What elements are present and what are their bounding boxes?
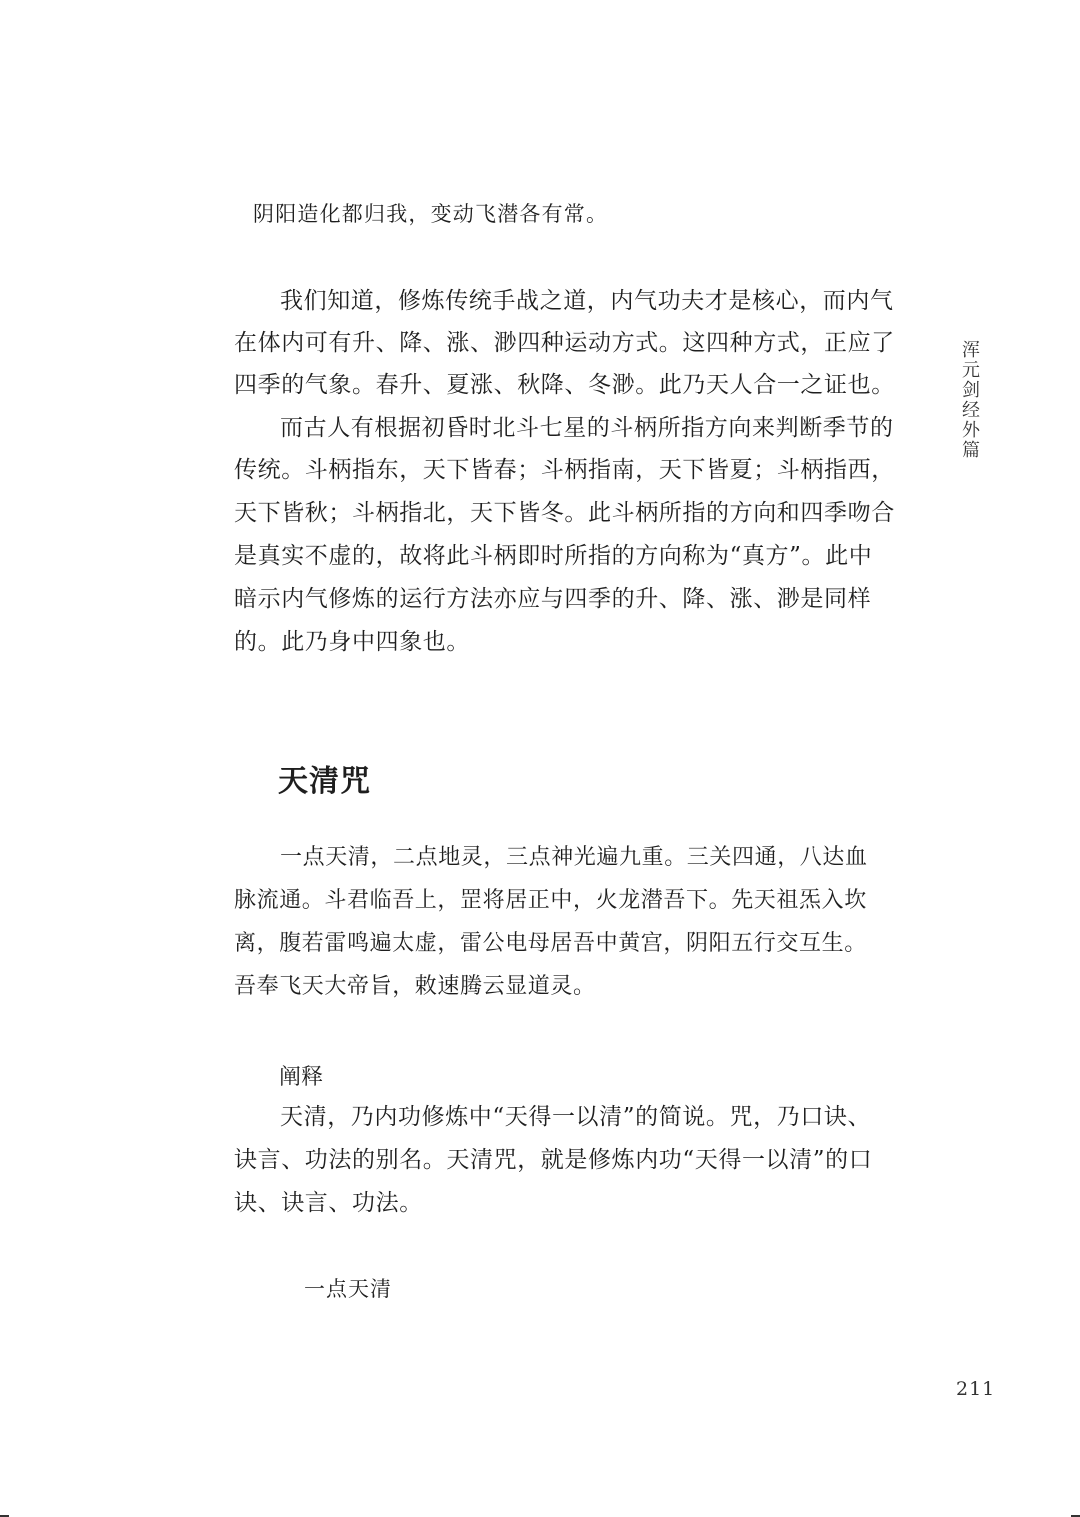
incantation-line-2: 脉流通。斗君临吾上，罡将居正中，火龙潜吾下。先天祖炁入坎 (234, 888, 867, 913)
paragraph-1-line-2: 在体内可有升、降、涨、渺四种运动方式。这四种方式，正应了 (234, 330, 895, 356)
paragraph-2-line-2: 传统。斗柄指东，天下皆春；斗柄指南，天下皆夏；斗柄指西， (234, 457, 895, 483)
incantation-line-1: 一点天清，二点地灵，三点神光遍九重。三关四通，八达血 (280, 845, 868, 870)
running-head-title: 浑元剑经外篇 (959, 340, 980, 460)
paragraph-2-line-6: 的。此乃身中四象也。 (234, 629, 470, 655)
page-number: 211 (956, 1378, 996, 1400)
explanation-line-1: 天清，乃内功修炼中“天得一以清”的简说。咒，乃口诀、 (280, 1104, 872, 1130)
subitem-heading: 一点天清 (304, 1277, 392, 1301)
paragraph-1-line-3: 四季的气象。春升、夏涨、秋降、冬渺。此乃天人合一之证也。 (234, 372, 895, 398)
section-heading: 天清咒 (278, 764, 371, 799)
incantation-line-3: 离，腹若雷鸣遍太虚，雷公电母居吾中黄宫，阴阳五行交互生。 (234, 931, 867, 956)
verse-line: 阴阳造化都归我，变动飞潜各有常。 (253, 202, 609, 226)
paragraph-2-line-5: 暗示内气修炼的运行方法亦应与四季的升、降、涨、渺是同样 (234, 586, 872, 612)
paragraph-2-line-4: 是真实不虚的，故将此斗柄即时所指的方向称为“真方”。此中 (234, 543, 873, 569)
paragraph-1-line-1: 我们知道，修炼传统手战之道，内气功夫才是核心，而内气 (280, 288, 894, 314)
subheading: 阐释 (279, 1065, 324, 1090)
incantation-line-4: 吾奉飞天大帝旨，敕速腾云显道灵。 (234, 974, 596, 999)
explanation-line-3: 诀、诀言、功法。 (234, 1190, 423, 1216)
explanation-line-2: 诀言、功法的别名。天清咒，就是修炼内功“天得一以清”的口 (234, 1147, 873, 1173)
paragraph-2-line-1: 而古人有根据初昏时北斗七星的斗柄所指方向来判断季节的 (280, 415, 894, 441)
paragraph-2-line-3: 天下皆秋；斗柄指北，天下皆冬。此斗柄所指的方向和四季吻合 (234, 500, 895, 526)
